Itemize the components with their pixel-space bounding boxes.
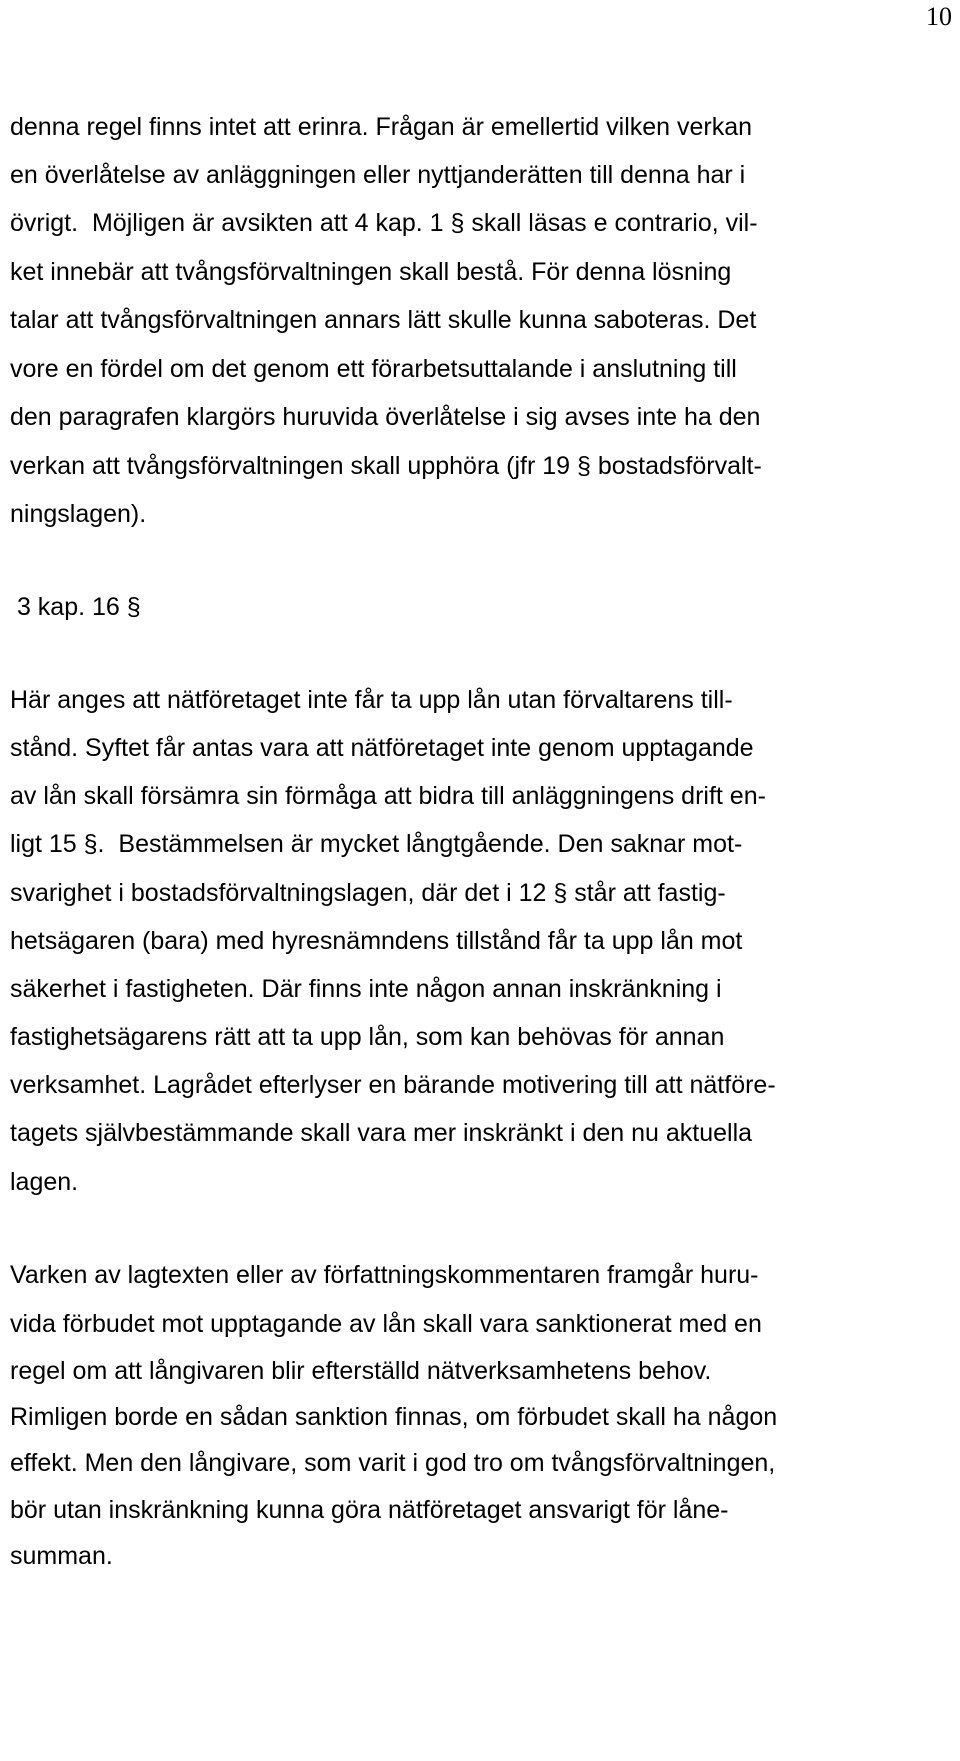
text-line: vore en fördel om det genom ett förarbetsuttalande i anslutning till [10, 355, 737, 383]
text-line: säkerhet i fastigheten. Där finns inte någon annan inskränkning i [10, 975, 722, 1003]
text-line: Varken av lagtexten eller av författningskommentaren framgår huru- [10, 1261, 759, 1289]
text-line: summan. [10, 1542, 113, 1570]
text-line: ningslagen). [10, 500, 147, 528]
text-line: Rimligen borde en sådan sanktion finnas, om förbudet skall ha någon [10, 1403, 778, 1431]
section-heading-text: 3 kap. 16 § [10, 593, 141, 621]
text-line: den paragrafen klargörs huruvida överlåtelse i sig avses inte ha den [10, 403, 761, 431]
page-number: 10 [926, 2, 952, 31]
text-line: verkan att tvångsförvaltningen skall upphöra (jfr 19 § bostadsförvalt- [10, 452, 762, 480]
text-line: hetsägaren (bara) med hyresnämndens tillstånd får ta upp lån mot [10, 927, 743, 955]
text-line: regel om att långivaren blir efterställd nätverksamhetens behov. [10, 1357, 712, 1385]
text-line: stånd. Syftet får antas vara att nätföretaget inte genom upptagande [10, 734, 754, 762]
text-line: fastighetsägarens rätt att ta upp lån, som kan behövas för annan [10, 1023, 725, 1051]
text-line: ket innebär att tvångsförvaltningen skall bestå. För denna lösning [10, 258, 732, 286]
text-line: lagen. [10, 1168, 79, 1196]
text-line: denna regel finns intet att erinra. Frågan är emellertid vilken verkan [10, 113, 753, 141]
text-line: svarighet i bostadsförvaltningslagen, där det i 12 § står att fastig- [10, 879, 726, 907]
text-line: ligt 15 §. Bestämmelsen är mycket långtgående. Den saknar mot- [10, 830, 743, 858]
text-line: tagets självbestämmande skall vara mer inskränkt i den nu aktuella [10, 1119, 753, 1147]
text-line: talar att tvångsförvaltningen annars lätt skulle kunna saboteras. Det [10, 306, 757, 334]
text-line: Här anges att nätföretaget inte får ta upp lån utan förvaltarens till- [10, 686, 733, 714]
text-line: verksamhet. Lagrådet efterlyser en bärande motivering till att nätföre- [10, 1071, 776, 1099]
text-line: vida förbudet mot upptagande av lån skall vara sanktionerat med en [10, 1310, 762, 1338]
text-line: bör utan inskränkning kunna göra nätföretaget ansvarigt för låne- [10, 1496, 729, 1524]
text-line: en överlåtelse av anläggningen eller nyttjanderätten till denna har i [10, 161, 746, 189]
text-line: av lån skall försämra sin förmåga att bidra till anläggningens drift en- [10, 782, 766, 810]
text-line: övrigt. Möjligen är avsikten att 4 kap. 1 § skall läsas e contrario, vil- [10, 209, 758, 237]
text-line: effekt. Men den långivare, som varit i god tro om tvångsförvaltningen, [10, 1449, 776, 1477]
